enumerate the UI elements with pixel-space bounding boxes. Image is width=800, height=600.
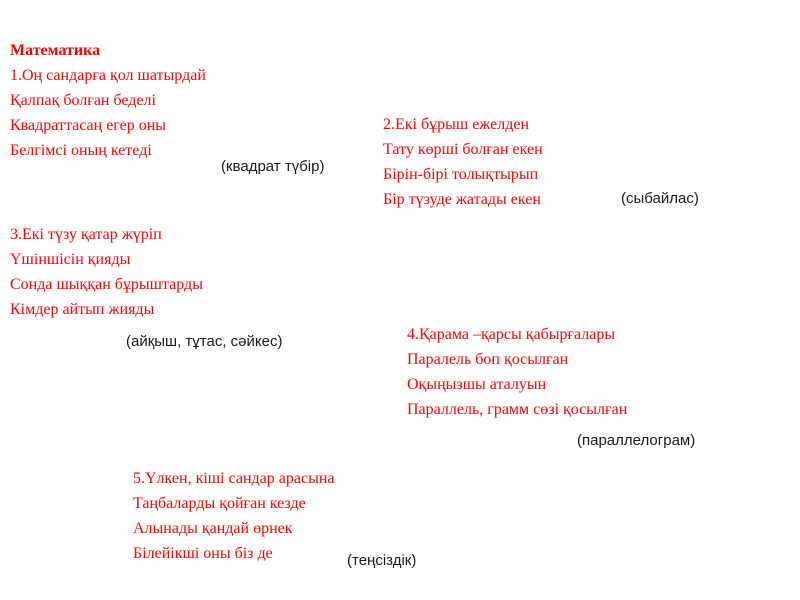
riddle-5 [133,466,334,566]
riddle-5-line-1: 5.Үлкен, кіші сандар арасына [133,470,335,487]
riddle-4-line-2: Паралель боп қосылған [407,351,569,368]
riddle-1-line-4: Белгімсі оның кетеді [10,142,152,159]
riddle-5-line-4: Білейікші оны біз де [133,545,273,562]
riddle-2-line-2: Тату көрші болған екен [383,141,543,158]
riddle-4 [407,322,627,422]
riddle-4-answer: (параллелограм) [577,432,696,449]
riddle-2-line-3: Бірін-бірі толықтырып [383,166,539,183]
riddle-3-line-3: Сонда шыққан бұрыштарды [10,276,203,293]
riddle-5-line-2: Таңбаларды қойған кезде [133,495,306,512]
riddle-3-line-2: Үшіншісін қияды [10,251,131,268]
riddle-4-line-3: Оқыңызшы аталуын [407,376,547,393]
riddle-5-line-3: Алынады қандай өрнек [133,520,293,537]
riddle-1-answer: (квадрат түбір) [221,158,325,175]
riddle-1-line-2: Қалпақ болған беделі [10,92,156,109]
riddle-1-line-3: Квадраттасаң егер оны [10,117,167,134]
riddle-5-answer: (теңсіздік) [347,552,417,569]
riddle-2 [383,112,543,212]
riddle-2-line-4: Бір түзуде жатады екен [383,191,541,208]
slide-title: Математика [10,42,101,59]
riddle-1-line-1: 1.Оң сандарға қол шатырдай [10,67,206,84]
riddle-3-line-4: Кімдер айтып жияды [10,301,155,318]
riddle-3-line-1: 3.Екі түзу қатар жүріп [10,226,162,243]
riddle-3 [10,222,203,322]
riddle-1 [10,38,206,163]
riddle-2-line-1: 2.Екі бұрыш ежелден [383,116,530,133]
riddle-2-answer: (сыбайлас) [621,190,699,207]
riddle-3-answer: (айқыш, тұтас, сәйкес) [126,333,283,350]
riddle-4-line-1: 4.Қарама –қарсы қабырғалары [407,326,616,343]
riddle-4-line-4: Параллель, грамм сөзі қосылған [407,401,628,418]
